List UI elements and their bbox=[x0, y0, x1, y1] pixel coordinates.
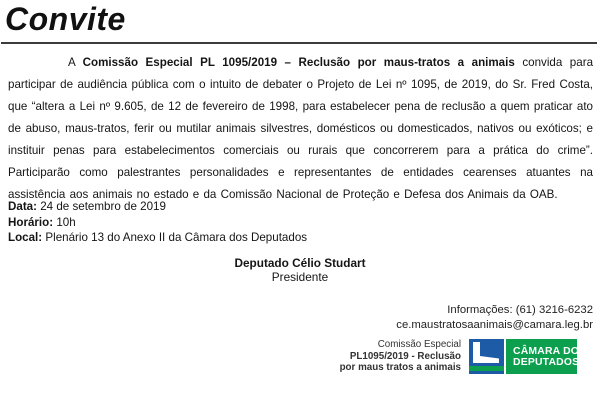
detail-location bbox=[8, 230, 307, 246]
detail-date bbox=[8, 199, 307, 215]
committee-identifier bbox=[340, 339, 461, 374]
detail-time-value: 10h bbox=[56, 215, 76, 229]
contact-info bbox=[396, 303, 593, 332]
detail-location-label: Local: bbox=[8, 231, 43, 244]
signatory-name: Deputado Célio Studart bbox=[234, 256, 366, 270]
detail-location-value: Plenário 13 do Anexo II da Câmara dos Deputados bbox=[45, 231, 308, 244]
event-details bbox=[8, 199, 307, 246]
detail-time bbox=[8, 215, 307, 231]
logo-wordmark bbox=[506, 339, 587, 374]
signature-block bbox=[0, 257, 600, 284]
footer-brand bbox=[339, 339, 587, 374]
logo-text-line2: DEPUTADOS bbox=[513, 356, 580, 368]
paragraph-body-text: convida para participar de audiência pública com o intuito de debater o Projeto de Lei nº 1095, de 2019, do Sr. Fred Costa, que “altera a Lei nº 9.605, de 12 de fevereiro de 1998, para estabelecer pena de reclusão a quem praticar ato de abuso, maus-tratos, ferir ou mutilar animais silvestres, domésticos ou domesticados, nativos ou exóticos; e instituir penas para estabelecimentos comerciais ou rurais que concorrerem para a prática do crime”. Participarão como palestrantes personalidades e representantes de entidades cearenses atuantes na assistência aos animais no estado e da Comissão Nacional de Proteção e Defesa dos Animais da OAB. bbox=[8, 56, 594, 201]
detail-date-value: 24 de setembro de 2019 bbox=[40, 200, 166, 213]
contact-email: ce.maustratosaanimais@camara.leg.br bbox=[396, 318, 593, 331]
congress-building-icon bbox=[469, 339, 504, 374]
detail-date-label: Data: bbox=[8, 200, 37, 213]
invitation-paragraph bbox=[8, 52, 593, 206]
committee-name-bold: Comissão Especial PL 1095/2019 – Reclusão por maus-tratos a animais bbox=[82, 56, 515, 69]
paragraph-intro: A bbox=[68, 56, 83, 69]
title-divider bbox=[1, 42, 597, 44]
signatory-role: Presidente bbox=[271, 269, 329, 284]
camara-dos-deputados-logo bbox=[469, 339, 587, 374]
committee-line1: Comissão Especial bbox=[377, 339, 461, 351]
page-title: Convite bbox=[5, 1, 126, 37]
logo-text-line1: CÂMARA DOS bbox=[513, 345, 587, 357]
detail-time-label: Horário: bbox=[8, 215, 54, 229]
committee-line3: por maus tratos a animais bbox=[339, 362, 461, 374]
contact-phone: Informações: (61) 3216-6232 bbox=[447, 304, 593, 316]
committee-line2: PL1095/2019 - Reclusão bbox=[349, 350, 461, 362]
